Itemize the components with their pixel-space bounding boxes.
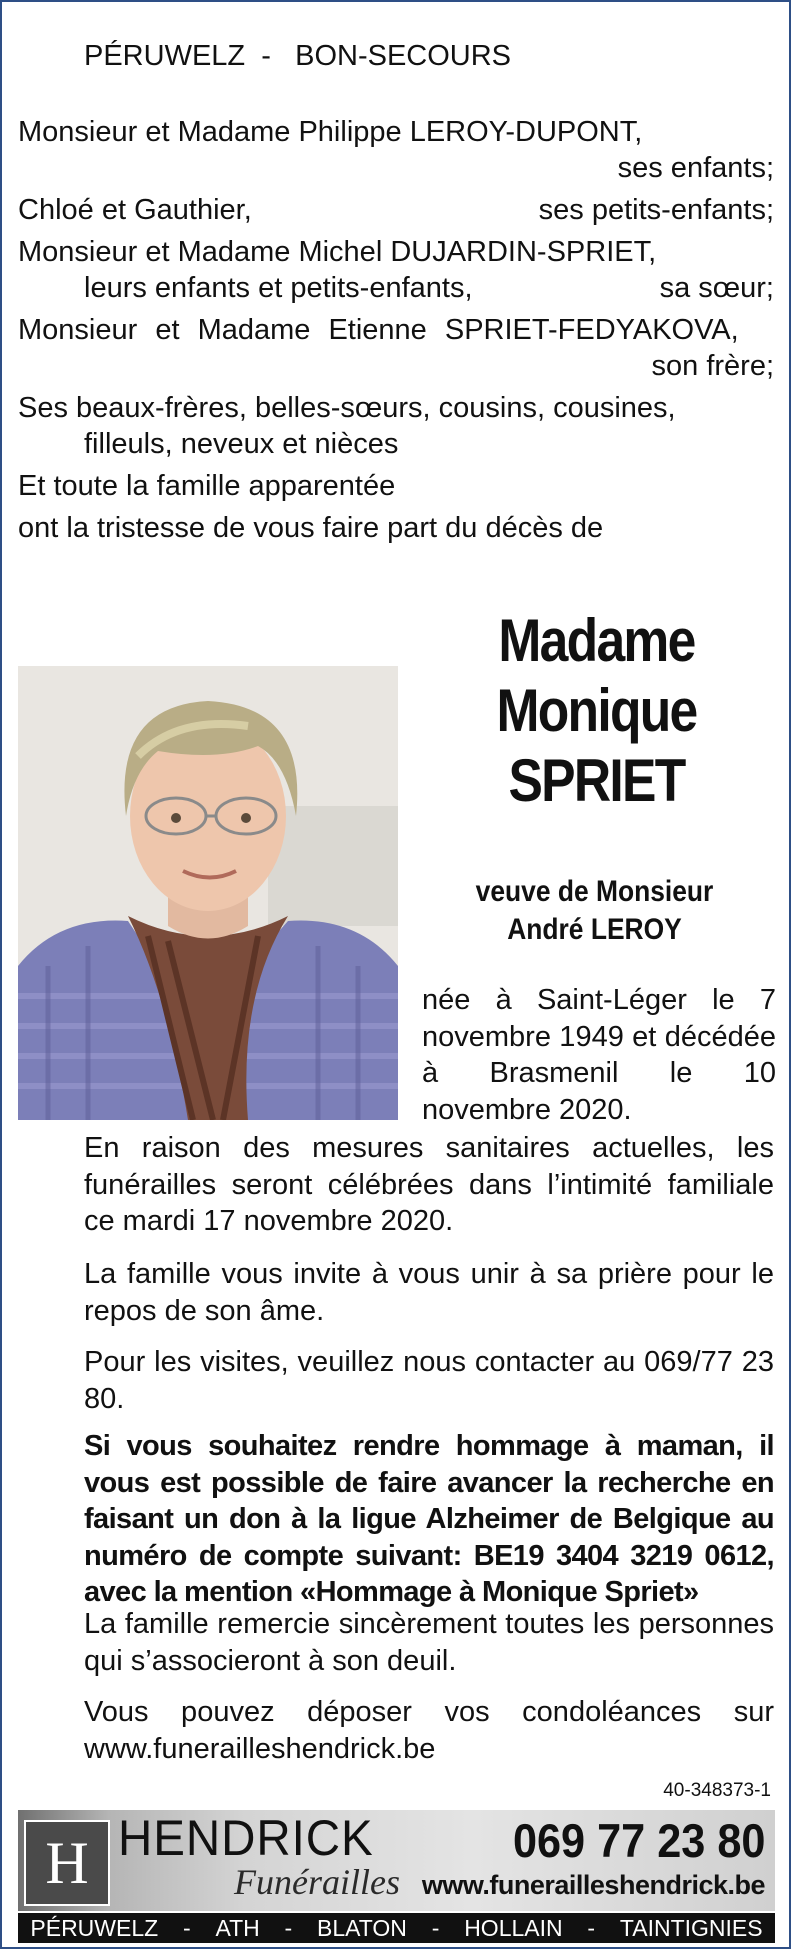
family-line-2-relation: ses petits-enfants; [538, 194, 774, 226]
paragraph-donation-text: Si vous souhaitez rendre hommage à maman, il vous est possible de faire avancer la recherche en faisant un don à la ligue Alzheimer de Belgique au numéro de compte suivant: BE19 3404 3219 0612, avec la mention «Hommage à Monique Spriet» [84, 1430, 774, 1608]
family-list [18, 114, 774, 546]
family-line-3-relation: sa sœur; [659, 272, 774, 304]
location-blaton: BLATON [317, 1915, 407, 1941]
paragraph-funeral-text: En raison des mesures sanitaires actuelles, les funérailles seront célébrées dans l’intimité familiale ce mardi 17 novembre 2020. [84, 1132, 774, 1237]
family-line-4: Monsieur et Madame Etienne SPRIET-FEDYAKOVA, [18, 314, 739, 346]
paragraph-funeral [18, 1130, 774, 1240]
family-row-5 [18, 390, 774, 426]
portrait-photo [18, 666, 398, 1120]
family-line-4-relation: son frère; [651, 350, 774, 382]
family-line-3b: leurs enfants et petits-enfants, [84, 272, 473, 304]
deceased-last-name: SPRIET [508, 747, 685, 814]
location-separator: - [587, 1915, 596, 1941]
paragraph-thanks [18, 1606, 774, 1679]
family-row-7 [18, 510, 774, 546]
funeral-home-website[interactable]: www.funerailleshendrick.be [421, 1870, 765, 1900]
family-row-4-relation [18, 348, 774, 384]
paragraph-condolences [18, 1694, 774, 1767]
logo-letter: H [45, 1830, 89, 1896]
widow-line-2: André LEROY [507, 913, 682, 946]
family-line-5b: filleuls, neveux et nièces [84, 428, 399, 460]
location-separator: - [182, 1915, 191, 1941]
portrait-illustration [18, 666, 398, 1120]
family-line-6: Et toute la famille apparentée [18, 470, 396, 502]
location-peruwelz: PÉRUWELZ [30, 1915, 159, 1941]
family-row-2 [18, 192, 774, 228]
family-line-1: Monsieur et Madame Philippe LEROY-DUPONT, [18, 116, 643, 148]
family-row-3b [18, 270, 774, 306]
family-line-3: Monsieur et Madame Michel DUJARDIN-SPRIET, [18, 236, 657, 268]
funeral-home-phone: 069 77 23 80 [512, 1814, 765, 1867]
location-separator: - [431, 1915, 440, 1941]
heading-town-peruwelz: PÉRUWELZ [84, 40, 246, 72]
paragraph-visits-text: Pour les visites, veuillez nous contacter au 069/77 23 80. [84, 1346, 774, 1415]
birth-death-text: née à Saint-Léger le 7 novembre 1949 et décédée à Brasmenil le 10 novembre 2020. [422, 984, 776, 1126]
deceased-title: Madame [498, 607, 695, 674]
reference-code: 40-348373-1 [663, 1780, 771, 1801]
family-row-6 [18, 468, 774, 504]
family-row-5b [18, 426, 774, 462]
brand-name: HENDRICK [118, 1810, 374, 1866]
family-row-3 [18, 234, 774, 270]
family-line-7: ont la tristesse de vous faire part du décès de [18, 512, 604, 544]
family-row-1 [18, 114, 774, 150]
heading-separator: - [261, 40, 271, 72]
hendrick-logo-icon [24, 1820, 110, 1906]
family-line-2-names: Chloé et Gauthier, [18, 194, 252, 226]
heading-town-bon-secours: BON-SECOURS [295, 40, 512, 72]
location-taintignies: TAINTIGNIES [619, 1915, 763, 1941]
family-line-1-relation: ses enfants; [617, 152, 774, 184]
brand-subtitle: Funérailles [234, 1862, 400, 1902]
paragraph-prayer [18, 1256, 774, 1329]
paragraph-thanks-text: La famille remercie sincèrement toutes les personnes qui s’associeront à son deuil. [84, 1608, 774, 1677]
paragraph-prayer-text: La famille vous invite à vous unir à sa prière pour le repos de son âme. [84, 1258, 774, 1327]
widow-line-1: veuve de Monsieur [475, 875, 714, 908]
paragraph-donation [18, 1428, 774, 1611]
location-separator: - [284, 1915, 293, 1941]
family-row-1-relation [18, 150, 774, 186]
location-hollain: HOLLAIN [464, 1915, 563, 1941]
family-row-4 [18, 312, 774, 348]
location-ath: ATH [215, 1915, 260, 1941]
location-heading [84, 38, 511, 74]
paragraph-visits [18, 1344, 774, 1417]
deceased-name-block [404, 606, 789, 816]
family-line-5: Ses beaux-frères, belles-sœurs, cousins, cousines, [18, 392, 676, 424]
funeral-home-banner [18, 1810, 775, 1943]
locations-bar [18, 1913, 775, 1943]
paragraph-condolences-text: Vous pouvez déposer vos condoléances sur www.funerailleshendrick.be [84, 1696, 774, 1765]
deceased-first-name: Monique [496, 677, 697, 744]
